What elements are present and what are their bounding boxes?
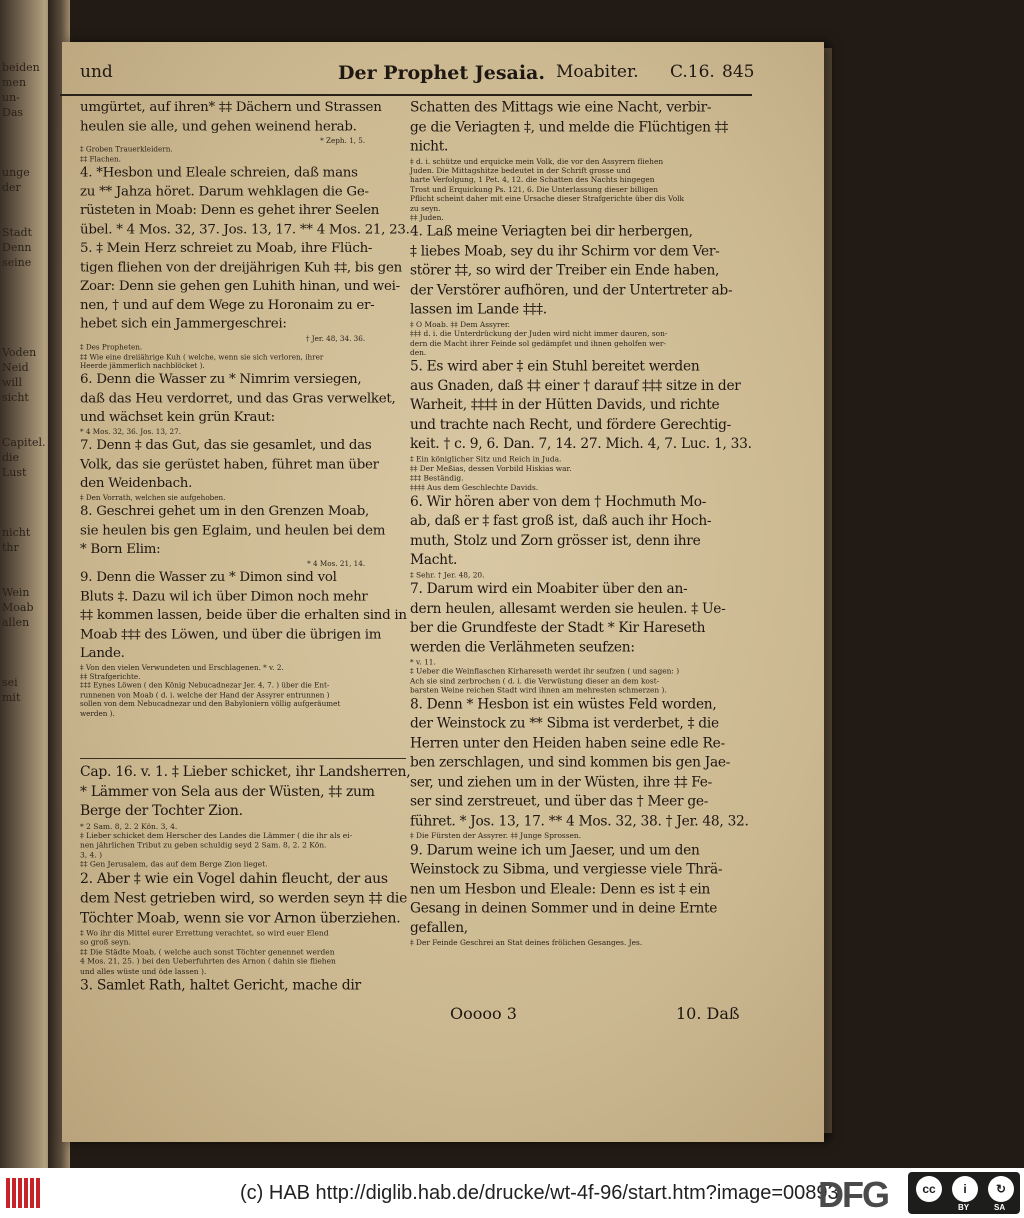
text-line: 4. Laß meine Veriagten bei dir herbergen, (410, 223, 693, 240)
text-line: übel. * 4 Mos. 32, 37. Jos. 13, 17. ** 4 Mos. 21, 23. (80, 220, 410, 237)
footnote-line: ‡ O Moab. ‡‡ Dem Assyrer. (410, 319, 511, 329)
hab-logo-icon (6, 1178, 46, 1208)
text-line: Zoar: Denn sie gehen gen Luhith hinan, und wei- (80, 277, 400, 294)
footnote-line: ‡ Sehr. † Jer. 48, 20. (410, 569, 485, 579)
right-column (410, 98, 752, 947)
footnote-line: 3, 4. ) (80, 849, 103, 859)
footnote-line: ‡‡ Gen Jerusalem, das auf dem Berge Zion lieget. (80, 859, 268, 869)
text-line: 2. Aber ‡ wie ein Vogel dahin fleucht, der aus (80, 869, 388, 887)
running-header (80, 62, 780, 90)
text-line: 3. Samlet Rath, haltet Gericht, mache dir (80, 976, 361, 994)
text-line: Lande. (80, 644, 125, 661)
text-line: Macht. (410, 551, 458, 568)
text-line: keit. † c. 9, 6. Dan. 7, 14. 27. Mich. 4, 7. Luc. 1, 33. (410, 435, 752, 453)
text-line: der Verstörer aufhören, und der Untertreter ab- (410, 281, 733, 298)
footnote-line: ‡ Den Vorrath, welchen sie aufgehoben. (80, 492, 226, 502)
text-line: * Born Elim: (80, 540, 161, 557)
column-separator (80, 758, 406, 759)
footnote-line: ‡‡‡‡ Aus dem Geschlechte Davids. (410, 482, 539, 492)
text-line: 7. Darum wird ein Moabiter über den an- (410, 580, 688, 597)
footnote-line: ‡ Ueber die Weinflaschen Kirhareseth werdet ihr seufzen ( und sagen: ) (410, 666, 680, 676)
text-line: ge die Veriagten ‡, und melde die Flüchtigen ‡‡ (410, 118, 728, 135)
footnote-line: * 2 Sam. 8, 2. 2 Kön. 3, 4. (80, 821, 178, 831)
text-line: ber die Grundfeste der Stadt * Kir Hareseth (410, 619, 706, 636)
text-line: gefallen, (410, 919, 468, 936)
footnote-line: ‡ d. i. schütze und erquicke mein Volk, die vor den Assyrern fliehen (410, 156, 664, 166)
text-line: dem Nest getrieben wird, so werden seyn ‡‡ die (80, 889, 408, 906)
text-line: rüsteten in Moab: Denn es gehet ihrer Seelen (80, 202, 380, 218)
creative-commons-badge[interactable] (908, 1172, 1020, 1214)
footnote-line: ‡ Die Fürsten der Assyrer. ‡‡ Junge Sprossen. (410, 830, 582, 841)
text-line: 9. Darum weine ich um Jaeser, und um den (410, 841, 700, 858)
text-line: 8. Denn * Hesbon ist ein wüstes Feld worden, (410, 695, 717, 712)
footnote-line: ‡ Der Feinde Geschrei an Stat deines frölichen Gesanges. Jes. (410, 937, 643, 947)
viewer-footer-bar (0, 1168, 1024, 1218)
footnote-line: sollen von dem Nebucadnezar und den Babyloniern völlig aufgeräumet (80, 699, 341, 709)
catchword: 10. Daß (676, 1004, 740, 1023)
text-line: den Weidenbach. (80, 474, 193, 491)
footnote-line: ‡‡ Die Städte Moab, ( welche auch sonst Töchter genennet werden (80, 947, 335, 957)
text-line: dern heulen, allesamt werden sie heulen. ‡ Ue- (410, 599, 726, 616)
text-line: ‡‡ kommen lassen, beide über die erhalten sind in (80, 606, 407, 623)
text-line: ser sind zerstreuet, und über das † Meer ge- (410, 792, 709, 810)
text-line: Volk, das sie gerüstet haben, führet man über (80, 455, 379, 472)
text-line: ab, daß er ‡ fast groß ist, daß auch ihr Hoch- (410, 512, 712, 529)
cc-icon: cc (916, 1176, 942, 1202)
by-label: BY (958, 1203, 970, 1212)
signature-mark: Ooooo 3 (450, 1004, 517, 1023)
footnote-line: zu seyn. (410, 203, 441, 213)
credit-link[interactable]: (c) HAB http://diglib.hab.de/drucke/wt-4f-96/start.htm?image=00893 (240, 1182, 839, 1204)
footnote-line: ‡‡ Strafgerichte. (80, 671, 141, 681)
text-line: * Lämmer von Sela aus der Wüsten, ‡‡ zum (80, 782, 375, 800)
footnote-line: Heerde jämmerlich nachblöcket ). (80, 361, 205, 370)
text-line: 5. Es wird aber ‡ ein Stuhl bereitet werden (410, 358, 700, 375)
footnote-line: ‡‡ Der Meßias, dessen Vorbild Hiskias war. (410, 463, 572, 473)
footnote-line: ‡‡‡ Beständig. (410, 473, 464, 483)
footnote-line: ‡‡ Juden. (410, 212, 444, 222)
footnote-line: und alles wüste und öde lassen ). (80, 966, 207, 976)
facing-page-text: beiden men un- Das unge der Stadt Denn seine Voden Neid will sicht Capitel. die Lust nicht thr Wein Moab allen sei mit (2, 61, 46, 704)
text-line: werden die Verlähmeten seufzen: (410, 638, 635, 655)
footnote-line: ‡‡‡ d. i. die Unterdrückung der Juden wird nicht immer dauren, son- (410, 328, 668, 338)
footnote-line: werden ). (80, 708, 115, 718)
text-line: Gesang in deinen Sommer und in deine Ernte (410, 899, 718, 916)
text-line: Töchter Moab, wenn sie vor Arnon überziehen. (80, 909, 401, 926)
text-line: Herren unter den Heiden haben seine edle Re- (410, 734, 725, 751)
by-icon: i (952, 1176, 978, 1202)
text-line: 5. ‡ Mein Herz schreiet zu Moab, ihre Flüch- (80, 239, 373, 256)
footnote-line: ‡‡ Flachen. (80, 154, 121, 163)
text-line: der Weinstock zu ** Sibma ist verderbet, ‡ die (410, 715, 719, 732)
text-line: zu ** Jahza höret. Darum wehklagen die Ge- (80, 183, 369, 199)
footnote-line: * v. 11. (410, 657, 436, 667)
footnote-line: Juden. Die Mittagshitze bedeutet in der Schrift grosse und (410, 165, 631, 175)
text-line: und trachte nach Recht, und fördere Gerechtig- (410, 416, 731, 433)
footnote-line: ‡‡ Wie eine dreiiährige Kuh ( welche, wenn sie sich verloren, ihrer (80, 351, 324, 361)
page-number: 845 (722, 62, 755, 82)
reference-line: * 4 Mos. 21, 14. (307, 558, 366, 568)
footnote-line: ‡ Wo ihr dis Mittel eurer Errettung verachtet, so wird euer Elend (80, 927, 329, 938)
text-line: Warheit, ‡‡‡‡ in der Hütten Davids, und richte (410, 396, 720, 414)
footnote-line: ‡ Von den vielen Verwundeten und Erschlagenen. * v. 2. (80, 662, 284, 672)
text-line: heulen sie alle, und gehen weinend herab. (80, 117, 357, 134)
footnote-line: ‡ Groben Trauerkleidern. (80, 144, 173, 154)
footnote-line: ‡‡‡ Eynes Löwen ( den König Nebucadnezar Jer. 4, 7. ) über die Ent- (80, 680, 330, 690)
text-line: 9. Denn die Wasser zu * Dimon sind vol (80, 568, 337, 585)
text-line: störer ‡‡, so wird der Treiber ein Ende haben, (410, 262, 720, 279)
footnote-line: barsten Weine reichen Stadt wird ihnen am mehresten schmerzen ). (410, 685, 667, 695)
text-line: muth, Stolz und Zorn grösser ist, denn ihre (410, 531, 701, 549)
left-column-lower (80, 762, 411, 995)
footnote-line: ‡ Ein königlicher Sitz und Reich in Juda. (410, 454, 562, 464)
footnote-line: 4 Mos. 21, 25. ) bei den Ueberfuhrten des Arnon ( dahin sie fliehen (80, 956, 336, 966)
text-line: tigen fliehen von der dreijährigen Kuh ‡‡, bis gen (80, 258, 402, 275)
header-title: Der Prophet Jesaia. (338, 62, 545, 84)
text-line: 7. Denn ‡ das Gut, das sie gesamlet, und das (80, 437, 372, 453)
text-line: Schatten des Mittags wie eine Nacht, verbir- (410, 98, 712, 116)
text-line: umgürtet, auf ihren* ‡‡ Dächern und Strassen (80, 98, 382, 115)
text-line: 6. Denn die Wasser zu * Nimrim versiegen, (80, 371, 362, 387)
sa-icon: ↻ (988, 1176, 1014, 1202)
text-line: nicht. (410, 137, 449, 155)
footnote-line: runnenen von Moab ( d. i. welche der Hand der Assyrer entrunnen ) (80, 690, 330, 699)
footnote-line: den. (410, 347, 427, 357)
footnote-line: Trost und Erquickung Ps. 121, 6. Die Unterlassung dieser billigen (410, 184, 659, 194)
text-line: 8. Geschrei gehet um in den Grenzen Moab, (80, 502, 370, 519)
text-line: ser, und ziehen um in der Wüsten, ihre ‡‡ Fe- (410, 773, 713, 790)
text-line: Berge der Tochter Zion. (80, 802, 243, 819)
footnote-line: ‡ Lieber schicket dem Herscher des Landes die Lämmer ( die ihr als ei- (80, 830, 353, 840)
text-line: hebet sich ein Jammergeschrei: (80, 315, 287, 332)
header-section: Moabiter. (556, 62, 639, 82)
footnote-line: so groß seyn. (80, 937, 131, 947)
text-line: ben zerschlagen, und sind kommen bis gen Jae- (410, 754, 731, 771)
text-line: nen um Hesbon und Eleale: Denn es ist ‡ ein (410, 880, 711, 897)
text-line: aus Gnaden, daß ‡‡ einer † darauf ‡‡‡ sitze in der (410, 377, 741, 394)
text-line: führet. * Jos. 13, 17. ** 4 Mos. 32, 38. † Jer. 48, 32. (410, 812, 749, 829)
text-line: Moab ‡‡‡ des Löwen, und über die übrigen im (80, 625, 382, 642)
text-line: lassen im Lande ‡‡‡. (410, 300, 547, 318)
sa-label: SA (994, 1203, 1006, 1212)
text-line: daß das Heu verdorret, und das Gras verwelket, (80, 390, 396, 406)
footnote-line: Ach sie sind zerbrochen ( d. i. die Verwüstung dieser an dem kost- (410, 675, 660, 686)
footnote-line: nen jährlichen Tribut zu geben schuldig seyd 2 Sam. 8, 2. 2 Kön. (80, 840, 327, 850)
text-line: 6. Wir hören aber von dem † Hochmuth Mo- (410, 493, 707, 510)
header-left: und (80, 62, 113, 82)
text-line: ‡ liebes Moab, sey du ihr Schirm vor dem Ver- (410, 242, 720, 259)
header-rule (60, 94, 752, 96)
text-line: Cap. 16. v. 1. ‡ Lieber schicket, ihr Landsherren, (80, 762, 411, 780)
text-line: sie heulen bis gen Eglaim, und heulen bei dem (80, 521, 386, 538)
reference-line: * Zeph. 1, 5. (320, 135, 366, 145)
text-line: Bluts ‡. Dazu wil ich über Dimon noch mehr (80, 587, 368, 604)
text-line: Weinstock zu Sibma, und vergiesse viele Thrä- (410, 860, 723, 878)
footnote-line: ‡ Des Propheten. (80, 342, 143, 352)
footnote-line: * 4 Mos. 32, 36. Jos. 13, 27. (80, 426, 181, 436)
reference-line: † Jer. 48, 34. 36. (305, 333, 366, 343)
footnote-line: harte Verfolgung, 1 Pet. 4, 12. die Schatten des Nachts hingegen (410, 175, 655, 185)
text-line: nen, † und auf dem Wege zu Horonaim zu er- (80, 296, 375, 313)
text-line: und wächset kein grün Kraut: (80, 408, 275, 425)
header-chapter: C.16. (670, 62, 715, 82)
dfg-logo: DFG (818, 1174, 888, 1215)
left-column (80, 98, 410, 718)
text-line: 4. *Hesbon und Eleale schreien, daß mans (80, 164, 358, 181)
footnote-line: dern die Macht ihrer Feinde sol gedämpfet und ihnen geholfen wer- (410, 338, 666, 348)
footnote-line: Pflicht scheint daher mit eine Ursache dieser Strafgerichte über dis Volk (410, 194, 685, 204)
